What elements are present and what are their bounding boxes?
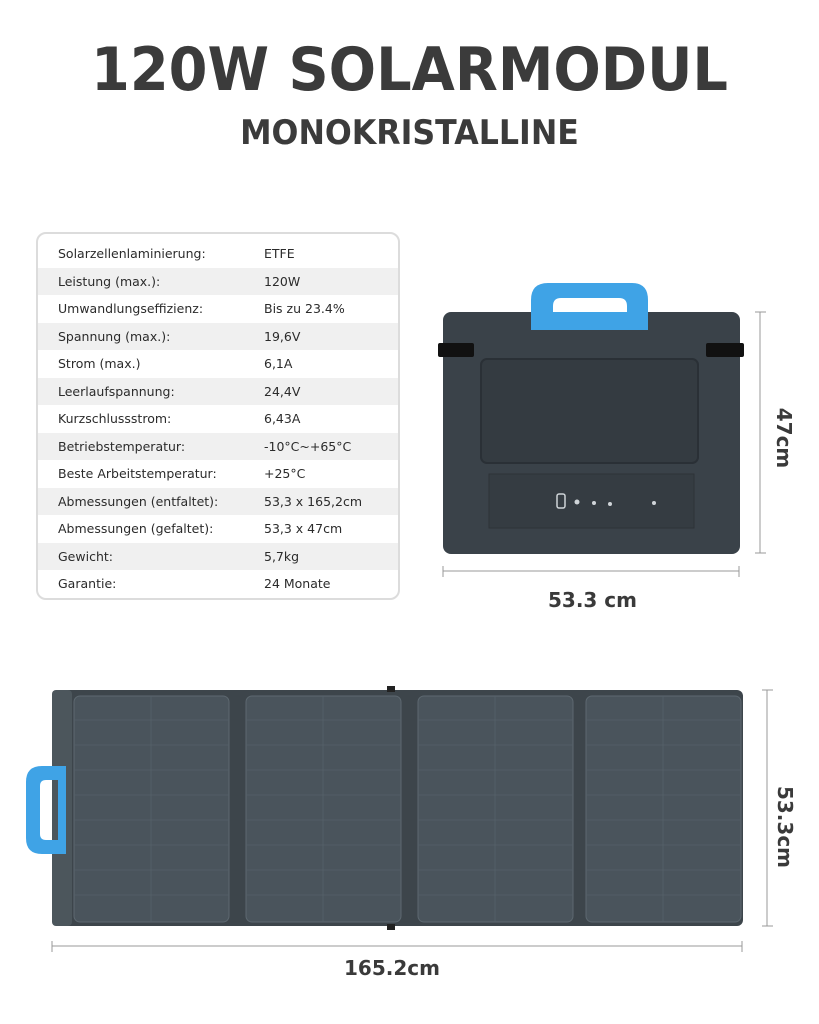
folded-height-label: 47cm — [772, 407, 796, 469]
spec-value: 120W — [264, 273, 301, 289]
spec-label: Kurzschlussstrom: — [58, 411, 172, 427]
spec-label: Spannung (max.): — [58, 328, 171, 344]
spec-value: 19,6V — [264, 328, 301, 344]
spec-label: Beste Arbeitstemperatur: — [58, 466, 217, 482]
spec-value: -10°C~+65°C — [264, 438, 352, 454]
spec-value: 6,1A — [264, 356, 293, 372]
page-subtitle: MONOKRISTALLINE — [240, 113, 579, 153]
unfolded-height-label: 53.3cm — [773, 785, 797, 869]
spec-label: Garantie: — [58, 576, 117, 592]
spec-label: Umwandlungseffizienz: — [58, 301, 204, 317]
spec-value: 24 Monate — [264, 576, 331, 592]
spec-label: Solarzellenlaminierung: — [58, 246, 206, 262]
spec-value: +25°C — [264, 466, 306, 482]
spec-value: ETFE — [264, 246, 295, 262]
folded-width-label: 53.3 cm — [548, 588, 638, 612]
spec-label: Leerlaufspannung: — [58, 383, 175, 399]
side-handle-icon — [26, 766, 66, 854]
spec-value: 53,3 x 47cm — [264, 521, 343, 537]
spec-label: Abmessungen (gefaltet): — [58, 521, 214, 537]
spec-label: Betriebstemperatur: — [58, 438, 186, 454]
spec-value: 53,3 x 165,2cm — [264, 493, 363, 509]
page-title: 120W SOLARMODUL — [91, 35, 728, 105]
spec-label: Gewicht: — [58, 548, 113, 564]
spec-value: 5,7kg — [264, 548, 300, 564]
spec-value: 6,43A — [264, 411, 301, 427]
unfolded-width-label: 165.2cm — [344, 956, 440, 980]
spec-label: Strom (max.) — [58, 356, 141, 372]
spec-value: 24,4V — [264, 383, 301, 399]
spec-label: Leistung (max.): — [58, 273, 161, 289]
spec-value: Bis zu 23.4% — [264, 301, 345, 317]
spec-label: Abmessungen (entfaltet): — [58, 493, 219, 509]
